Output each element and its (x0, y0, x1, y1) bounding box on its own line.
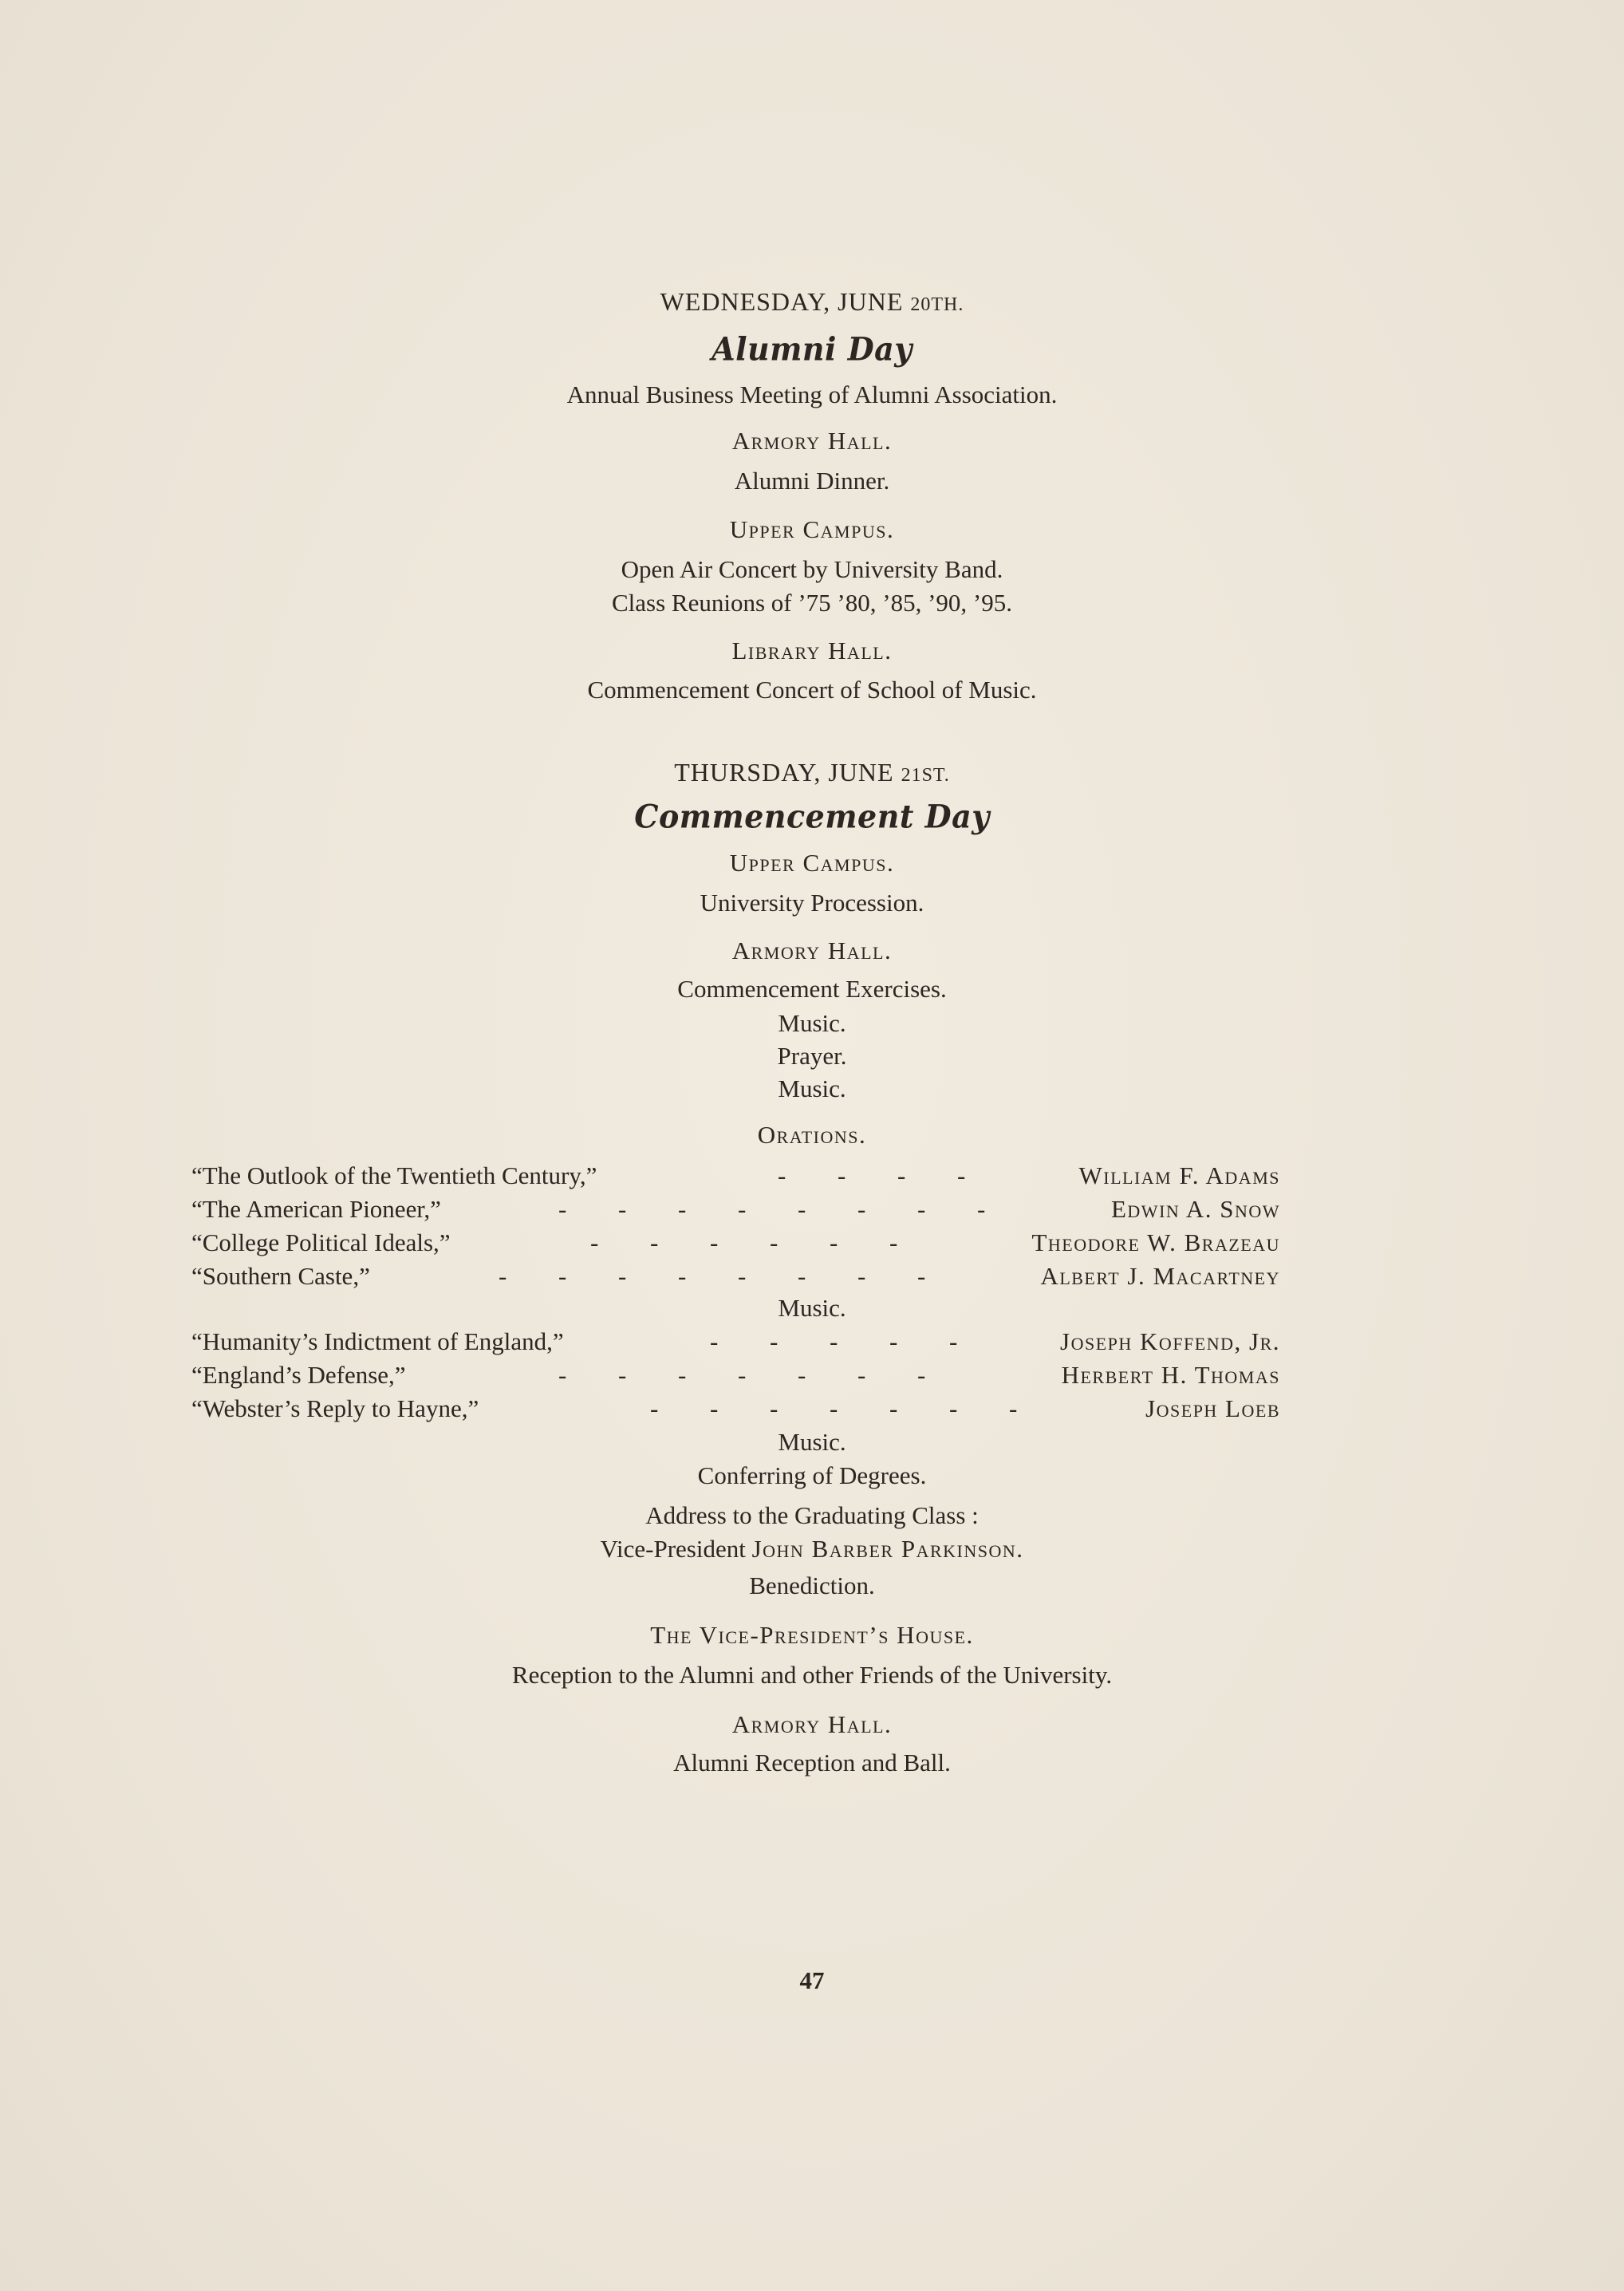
leader-dash: - (830, 1327, 838, 1355)
commencement-day-title: Commencement Day (634, 797, 990, 836)
thursday-date-text: THURSDAY, JUNE (674, 758, 894, 787)
oration-row (191, 1193, 1280, 1225)
thu-line-music-mid: Music. (778, 1294, 846, 1322)
leader-dash: - (710, 1228, 719, 1256)
leader-dash: - (857, 1195, 866, 1223)
oration-speaker: Joseph Koffend, Jr. (1060, 1327, 1280, 1355)
oration-speaker: Joseph Loeb (1145, 1394, 1280, 1422)
leader-dash: - (738, 1262, 747, 1290)
leader-dash: - (618, 1361, 627, 1389)
leader-dash: - (678, 1195, 687, 1223)
leader-dash: - (738, 1361, 747, 1389)
oration-speaker: Herbert H. Thomas (1061, 1361, 1280, 1389)
leader-dash: - (830, 1228, 838, 1256)
oration-title: “College Political Ideals,” (191, 1228, 451, 1256)
leader-dash: - (778, 1161, 786, 1189)
leader-dash: - (957, 1161, 966, 1189)
page-number: 47 (799, 1966, 825, 1994)
oration-speaker: Edwin A. Snow (1110, 1195, 1280, 1223)
leader-dash: - (889, 1394, 898, 1422)
leader-dash: - (977, 1195, 986, 1223)
vp-prefix: Vice-President (600, 1535, 752, 1563)
leader-dash: - (857, 1262, 866, 1290)
leader-dash: - (770, 1327, 778, 1355)
leader-dash: - (618, 1195, 627, 1223)
thu-line-ball: Alumni Reception and Ball. (673, 1749, 951, 1776)
wednesday-date-ordinal: 20TH. (910, 294, 964, 315)
leader-dash: - (897, 1161, 906, 1189)
leader-dash: - (889, 1228, 898, 1256)
leader-dash: - (738, 1195, 747, 1223)
oration-row (191, 1393, 1280, 1425)
oration-title: “Webster’s Reply to Hayne,” (191, 1394, 479, 1422)
oration-speaker: Theodore W. Brazeau (1031, 1228, 1280, 1256)
leader-dash: - (678, 1262, 687, 1290)
oration-row (191, 1227, 1280, 1259)
leader-dash: - (949, 1394, 958, 1422)
leader-dash: - (838, 1161, 846, 1189)
oration-speaker: William F. Adams (1078, 1161, 1280, 1189)
leader-dash: - (798, 1195, 806, 1223)
thu-line-benediction: Benediction. (749, 1571, 875, 1599)
wed-line-4: Class Reunions of ’75 ’80, ’85, ’90, ’95. (612, 589, 1012, 617)
leader-dash: - (678, 1361, 687, 1389)
thursday-date-ordinal: 21ST. (901, 765, 950, 786)
leader-dash: - (889, 1327, 898, 1355)
leader-dash: - (830, 1394, 838, 1422)
alumni-day-title: Alumni Day (711, 329, 913, 369)
thu-place-armory-2: Armory Hall. (731, 1710, 893, 1738)
thu-line-music-3: Music. (778, 1428, 846, 1456)
wed-line-3: Open Air Concert by University Band. (621, 555, 1003, 583)
leader-dash: - (798, 1262, 806, 1290)
thu-line-music-2: Music. (778, 1075, 846, 1102)
leader-dash: - (710, 1327, 719, 1355)
wed-place-upper-campus: Upper Campus. (729, 515, 895, 543)
leader-dash: - (917, 1262, 926, 1290)
leader-dash: - (857, 1361, 866, 1389)
thu-line-reception: Reception to the Alumni and other Friends of the University. (511, 1661, 1113, 1689)
leader-dash: - (770, 1394, 778, 1422)
oration-row (191, 1160, 1280, 1192)
thu-line-address: Address to the Graduating Class : (645, 1501, 979, 1529)
leader-dash: - (917, 1361, 926, 1389)
oration-title: “Southern Caste,” (191, 1262, 370, 1290)
wednesday-date (0, 286, 1624, 321)
wed-place-armory: Armory Hall. (731, 427, 893, 455)
thu-line-exercises: Commencement Exercises. (677, 975, 947, 1003)
oration-title: “The American Pioneer,” (191, 1195, 441, 1223)
oration-title: “England’s Defense,” (191, 1361, 406, 1389)
leader-dash: - (917, 1195, 926, 1223)
wed-place-library: Library Hall. (731, 637, 893, 664)
leader-dash: - (650, 1228, 659, 1256)
oration-speaker: Albert J. Macartney (1040, 1262, 1280, 1290)
leader-dash: - (499, 1262, 507, 1290)
thu-line-procession: University Procession. (700, 889, 924, 917)
oration-title: “Humanity’s Indictment of England,” (191, 1327, 564, 1355)
thu-place-vp-house: The Vice-President’s House. (650, 1621, 974, 1649)
leader-dash: - (710, 1394, 719, 1422)
leader-dash: - (1009, 1394, 1018, 1422)
thu-line-degrees: Conferring of Degrees. (697, 1461, 927, 1489)
thu-place-armory: Armory Hall. (731, 937, 893, 964)
oration-row (191, 1260, 1280, 1292)
leader-dash: - (798, 1361, 806, 1389)
leader-dash: - (949, 1327, 958, 1355)
wednesday-date-text: WEDNESDAY, JUNE (660, 287, 904, 316)
vp-name: John Barber Parkinson. (751, 1535, 1024, 1563)
leader-dash: - (590, 1228, 599, 1256)
leader-dash: - (618, 1262, 627, 1290)
leader-dash: - (558, 1262, 567, 1290)
leader-dash: - (770, 1228, 778, 1256)
leader-dash: - (558, 1361, 567, 1389)
thu-line-prayer: Prayer. (777, 1042, 847, 1070)
leader-dash: - (558, 1195, 567, 1223)
oration-title: “The Outlook of the Twentieth Century,” (191, 1161, 597, 1189)
thu-line-vice-president (0, 1533, 1624, 1565)
leader-dash: - (650, 1394, 659, 1422)
oration-row (191, 1326, 1280, 1358)
thu-place-upper-campus: Upper Campus. (729, 849, 895, 877)
oration-row (191, 1359, 1280, 1391)
thu-line-music-1: Music. (778, 1009, 846, 1037)
wed-line-5: Commencement Concert of School of Music. (587, 676, 1037, 704)
orations-heading: Orations. (757, 1121, 867, 1149)
thursday-date (0, 756, 1624, 791)
wed-line-1: Annual Business Meeting of Alumni Association. (566, 381, 1058, 408)
wed-line-2: Alumni Dinner. (734, 467, 890, 495)
